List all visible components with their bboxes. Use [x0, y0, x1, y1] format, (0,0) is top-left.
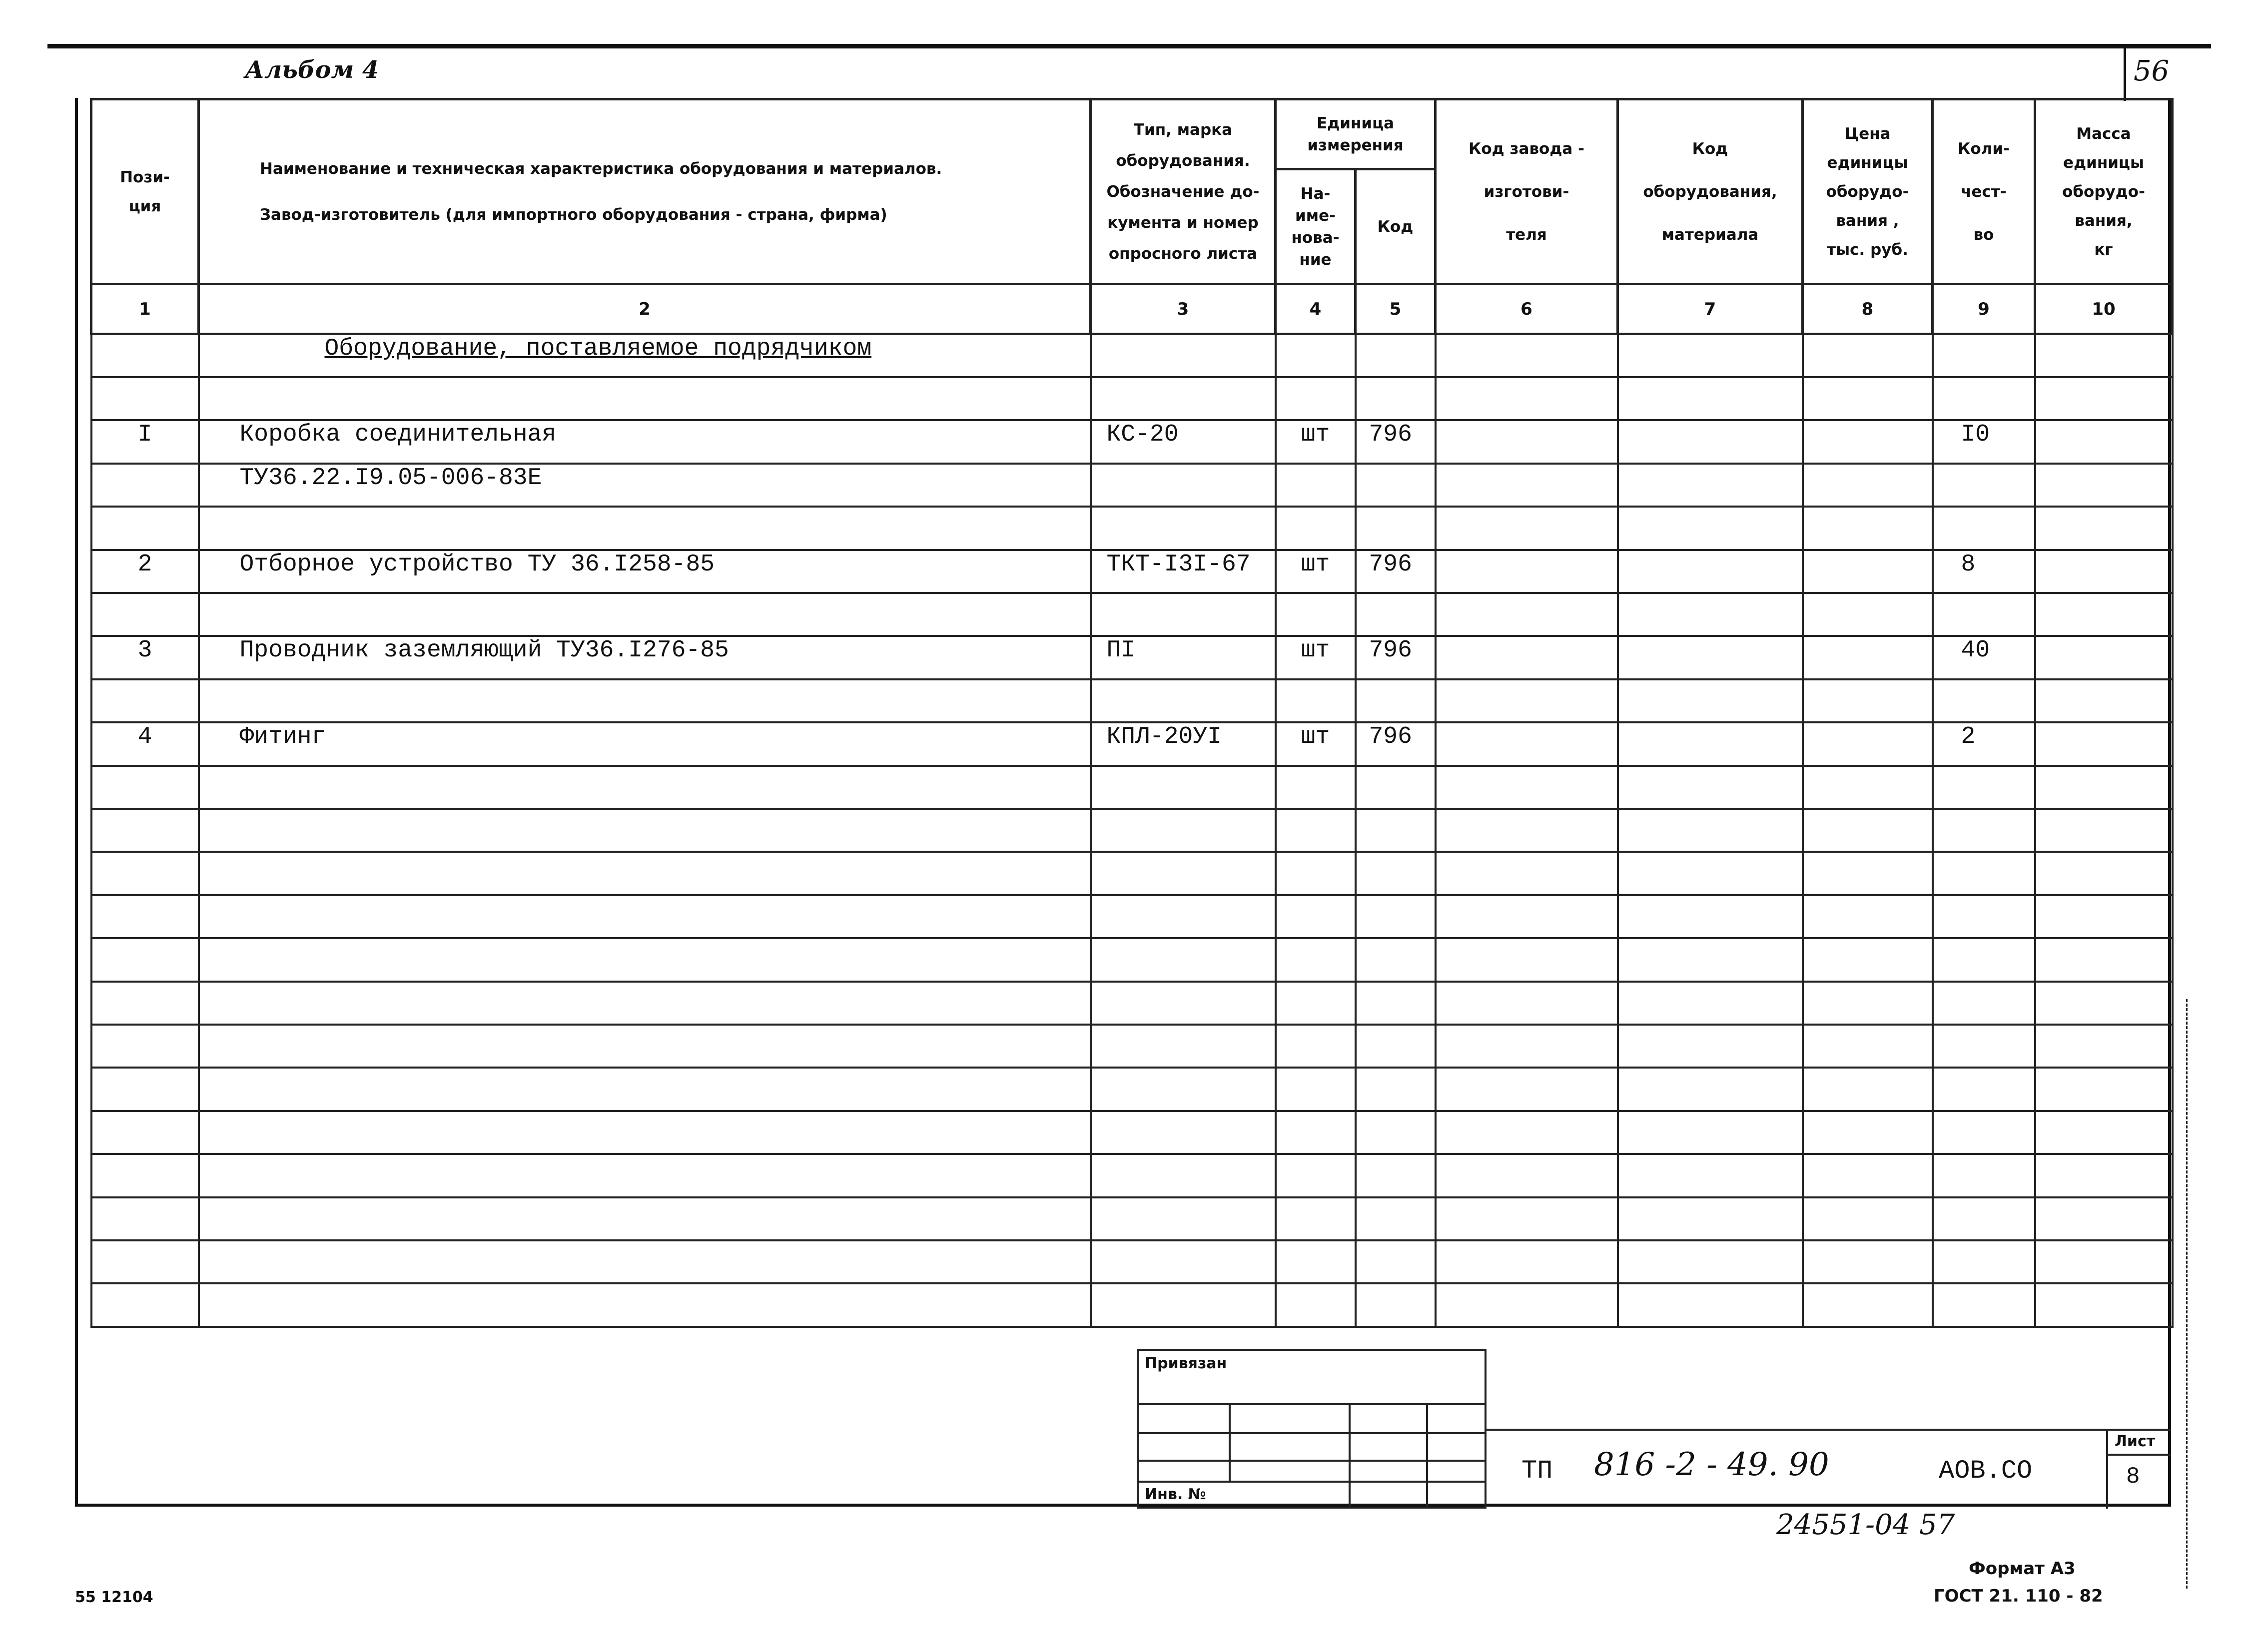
sheet-code: АОВ.СО: [1939, 1456, 2033, 1486]
sheet-number: 8: [2126, 1464, 2140, 1490]
stamp-line: [1139, 1403, 1485, 1405]
col-mass-header: Масса единицы оборудо- вания, кг: [2035, 99, 2173, 284]
row-unit: шт: [1276, 550, 1356, 593]
stamp-line: [1229, 1403, 1231, 1481]
row-quantity: 2: [1933, 722, 2035, 765]
row-name: Коробка соединительная: [199, 420, 1091, 463]
stamp-line: [1139, 1432, 1485, 1434]
stamp-line: [1139, 1481, 1485, 1483]
table-row: [91, 507, 2173, 550]
col-price-header: Цена единицы оборудо- вания , тыс. руб.: [1803, 99, 1933, 284]
col-number: 2: [199, 284, 1091, 334]
table-row: [91, 377, 2173, 420]
format-label: Формат А3: [1969, 1559, 2076, 1579]
table-row: [91, 852, 2173, 895]
table-row: [91, 679, 2173, 722]
row-quantity: 40: [1933, 636, 2035, 679]
table-row: [91, 593, 2173, 636]
row-unit: шт: [1276, 722, 1356, 765]
title-prefix: ТП: [1521, 1456, 1553, 1486]
designation: 816 -2 - 49. 90: [1594, 1446, 1829, 1483]
col-number: 1: [91, 284, 199, 334]
table-row: [91, 1197, 2173, 1240]
row-name: Проводник заземляющий ТУ36.I276-85: [199, 636, 1091, 679]
row-quantity: I0: [1933, 420, 2035, 463]
stamp-inv-label: Инв. №: [1145, 1486, 1206, 1503]
row-name: ТУ36.22.I9.05-006-83Е: [199, 464, 1091, 507]
table-row: [91, 550, 2173, 593]
col-type-header: Тип, марка оборудования. Обозначение до- кумента и номер опросного листа: [1091, 99, 1276, 284]
col-name-header: Наименование и техническая характеристика оборудования и материалов. Завод-изготовитель (для импортного оборудования - страна, фирма): [199, 99, 1091, 284]
col-number: 8: [1803, 284, 1933, 334]
row-position: I: [91, 420, 199, 463]
col-number: 6: [1436, 284, 1618, 334]
table-row: [91, 895, 2173, 938]
table-row: [91, 464, 2173, 507]
page-number-divider: [2124, 46, 2126, 101]
table-row: [91, 1283, 2173, 1327]
specification-table: [90, 98, 2174, 1328]
binding-stamp: [1137, 1349, 1487, 1509]
row-unit-code: 796: [1356, 550, 1436, 593]
col-unit-group-header: Единица измерения: [1276, 99, 1436, 169]
row-type: КС-20: [1091, 420, 1276, 463]
stamp-bound-label: Привязан: [1145, 1355, 1227, 1372]
table-row: [91, 766, 2173, 809]
table-row: [91, 334, 2173, 377]
row-unit-code: 796: [1356, 420, 1436, 463]
table-row: [91, 1025, 2173, 1068]
footer-left-code: 55 12104: [75, 1589, 153, 1606]
col-number: 7: [1618, 284, 1803, 334]
archive-number: 24551-04 57: [1776, 1509, 1955, 1541]
row-unit-code: 796: [1356, 722, 1436, 765]
col-number: 10: [2035, 284, 2173, 334]
table-row: [91, 1068, 2173, 1110]
col-number: 9: [1933, 284, 2035, 334]
table-row: [91, 420, 2173, 463]
cut-line: [2186, 999, 2188, 1589]
col-quantity-header: Коли- чест- во: [1933, 99, 2035, 284]
row-type: ПI: [1091, 636, 1276, 679]
row-type: ТКТ-I3I-67: [1091, 550, 1276, 593]
album-label: Альбом 4: [245, 56, 379, 84]
col-number: 4: [1276, 284, 1356, 334]
table-row: [91, 982, 2173, 1025]
row-quantity: 8: [1933, 550, 2035, 593]
sheet-label: Лист: [2115, 1433, 2156, 1450]
table-row: [91, 722, 2173, 765]
stamp-line: [1349, 1403, 1351, 1508]
col-unit-name-header: На- име- нова- ние: [1276, 169, 1356, 284]
table-row: [91, 1154, 2173, 1197]
page-number: 56: [2134, 55, 2170, 87]
row-position: 3: [91, 636, 199, 679]
row-type: КПЛ-20УI: [1091, 722, 1276, 765]
row-name: Фитинг: [199, 722, 1091, 765]
row-position: 4: [91, 722, 199, 765]
col-position-header: Пози- ция: [91, 99, 199, 284]
row-position: 2: [91, 550, 199, 593]
row-unit-code: 796: [1356, 636, 1436, 679]
stamp-line: [1139, 1460, 1485, 1462]
col-number: 3: [1091, 284, 1276, 334]
gost-label: ГОСТ 21. 110 - 82: [1934, 1586, 2103, 1606]
row-unit: шт: [1276, 420, 1356, 463]
row-name: Отборное устройство ТУ 36.I258-85: [199, 550, 1091, 593]
table-row: [91, 636, 2173, 679]
table-row: [91, 809, 2173, 852]
section-title: Оборудование, поставляемое подрядчиком: [199, 334, 1091, 377]
sheet-cell-divider: [2106, 1454, 2171, 1456]
table-row: [91, 938, 2173, 981]
sheet-cell-divider: [2106, 1429, 2108, 1509]
top-border-line: [47, 44, 2211, 48]
col-number: 5: [1356, 284, 1436, 334]
table-row: [91, 1111, 2173, 1154]
row-unit: шт: [1276, 636, 1356, 679]
col-equipment-code-header: Код оборудования, материала: [1618, 99, 1803, 284]
col-factory-code-header: Код завода - изготови- теля: [1436, 99, 1618, 284]
stamp-line: [1426, 1403, 1428, 1508]
col-unit-code-header: Код: [1356, 169, 1436, 284]
table-row: [91, 1240, 2173, 1283]
